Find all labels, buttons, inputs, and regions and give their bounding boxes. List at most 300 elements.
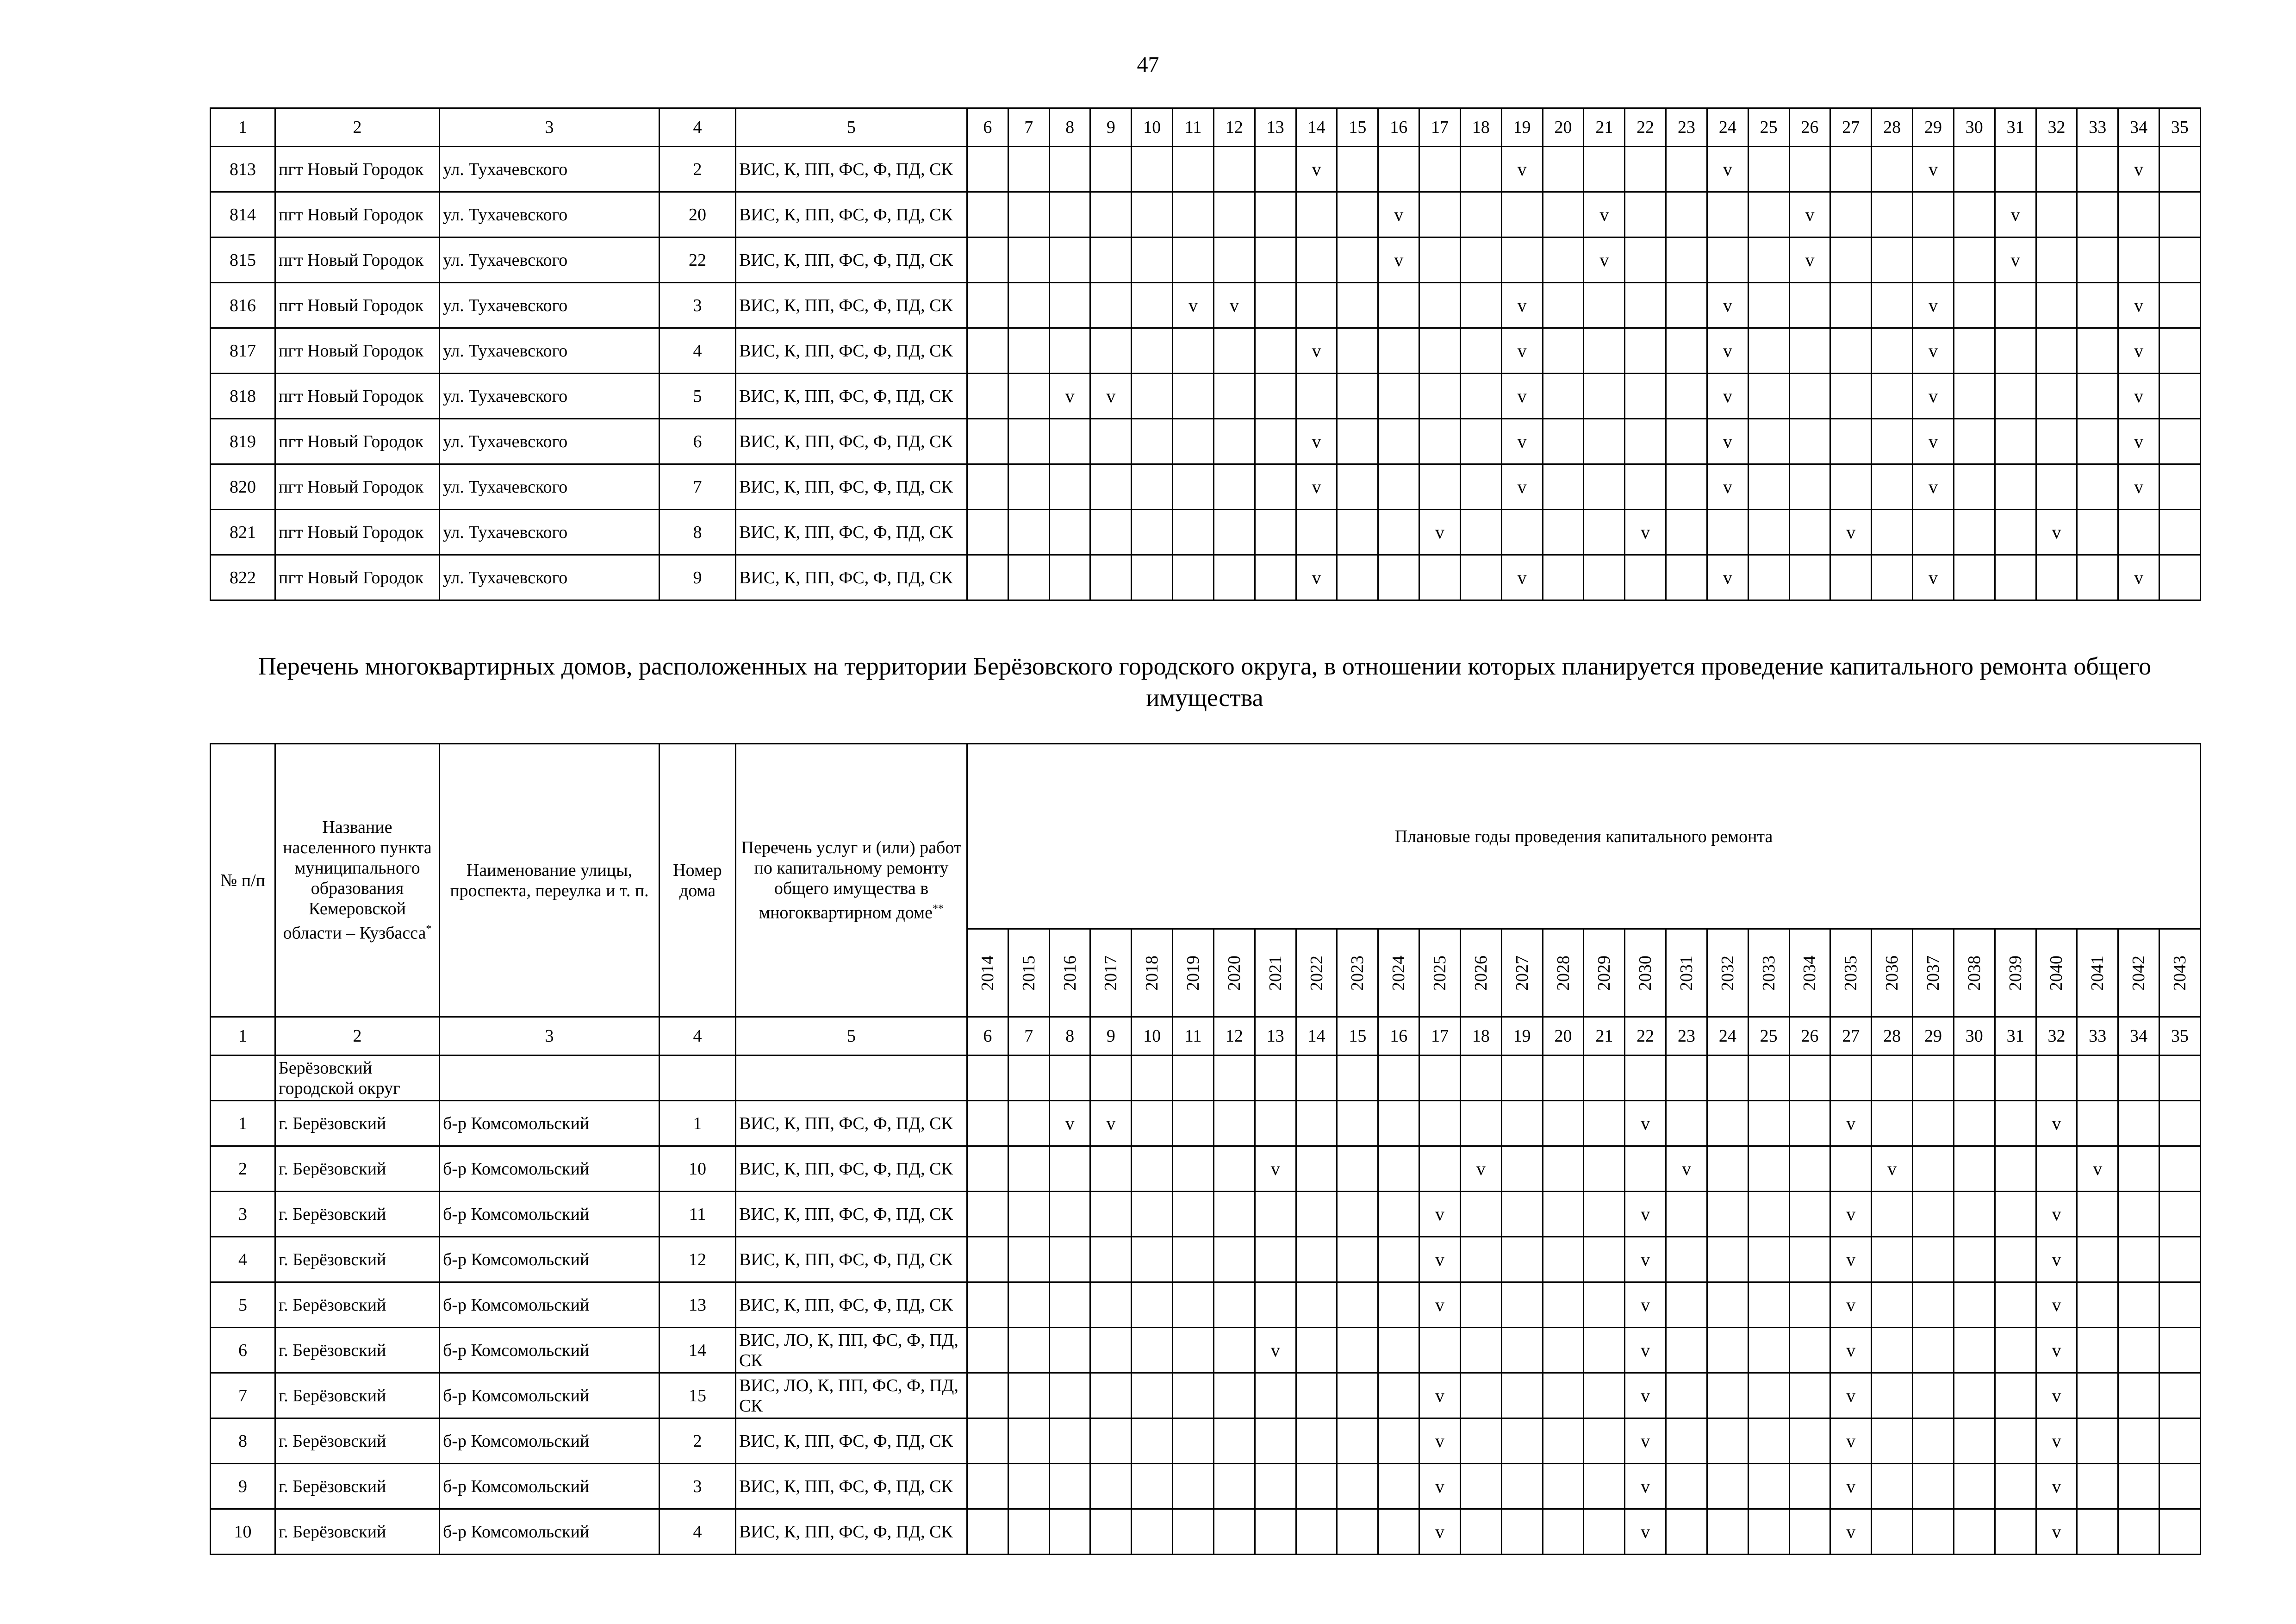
empty-cell bbox=[1378, 1373, 1419, 1418]
repair-mark: v bbox=[1707, 374, 1748, 419]
house-number: 4 bbox=[660, 328, 736, 374]
empty-cell bbox=[1460, 374, 1501, 419]
repair-mark: v bbox=[1296, 147, 1337, 192]
empty-cell bbox=[1173, 192, 1214, 237]
column-number: 3 bbox=[440, 108, 660, 147]
empty-cell bbox=[2077, 283, 2118, 328]
empty-cell bbox=[2118, 1146, 2159, 1192]
empty-cell bbox=[1789, 1282, 1830, 1328]
empty-cell bbox=[1748, 1146, 1789, 1192]
repair-mark: v bbox=[1213, 283, 1255, 328]
row-number: 6 bbox=[211, 1328, 275, 1373]
empty-cell bbox=[1501, 1509, 1543, 1555]
house-number: 2 bbox=[660, 1418, 736, 1464]
empty-cell bbox=[1008, 374, 1049, 419]
services-list: ВИС, К, ПП, ФС, Ф, ПД, СК bbox=[736, 1101, 967, 1146]
empty-cell bbox=[1543, 1418, 1584, 1464]
empty-cell bbox=[1625, 1146, 1666, 1192]
empty-cell bbox=[1008, 328, 1049, 374]
empty-cell bbox=[1707, 1282, 1748, 1328]
year-label: 2019 bbox=[1183, 955, 1203, 991]
year-header bbox=[2077, 929, 2118, 1017]
empty-cell bbox=[1748, 1282, 1789, 1328]
empty-cell bbox=[1378, 464, 1419, 510]
column-number: 29 bbox=[1913, 108, 1954, 147]
header-services: Перечень услуг и (или) работ по капитальному ремонту общего имущества в многоквартирном доме** bbox=[736, 744, 967, 1017]
empty-cell bbox=[2077, 147, 2118, 192]
empty-cell bbox=[1954, 237, 1995, 283]
year-header bbox=[1666, 929, 1707, 1017]
empty-cell bbox=[1995, 1101, 2036, 1146]
repair-mark: v bbox=[1584, 237, 1625, 283]
column-number: 11 bbox=[1173, 1017, 1214, 1056]
empty-cell bbox=[1913, 510, 1954, 555]
empty-cell bbox=[967, 237, 1008, 283]
empty-cell bbox=[1296, 192, 1337, 237]
empty-cell bbox=[1584, 283, 1625, 328]
empty-cell bbox=[2118, 237, 2159, 283]
empty-cell bbox=[1255, 1509, 1296, 1555]
empty-cell bbox=[1748, 1328, 1789, 1373]
empty-cell bbox=[967, 1464, 1008, 1509]
empty-cell bbox=[1213, 1418, 1255, 1464]
empty-cell bbox=[967, 510, 1008, 555]
empty-cell bbox=[1789, 1373, 1830, 1418]
empty-cell bbox=[1501, 1328, 1543, 1373]
empty-cell bbox=[1255, 1237, 1296, 1282]
empty-cell bbox=[1872, 283, 1913, 328]
repair-mark: v bbox=[2036, 1464, 2077, 1509]
empty-cell bbox=[1296, 1464, 1337, 1509]
empty-cell bbox=[1584, 1192, 1625, 1237]
empty-cell bbox=[1913, 1056, 1954, 1101]
empty-cell bbox=[1707, 1192, 1748, 1237]
empty-cell bbox=[2118, 1282, 2159, 1328]
row-number: 816 bbox=[211, 283, 275, 328]
empty-cell bbox=[1913, 1509, 1954, 1555]
empty-cell bbox=[1830, 237, 1872, 283]
empty-cell bbox=[1543, 192, 1584, 237]
empty-cell bbox=[1666, 464, 1707, 510]
repair-mark: v bbox=[1625, 1464, 1666, 1509]
services-list: ВИС, К, ПП, ФС, Ф, ПД, СК bbox=[736, 510, 967, 555]
empty-cell bbox=[1255, 147, 1296, 192]
empty-cell bbox=[1954, 1146, 1995, 1192]
empty-cell bbox=[1008, 1328, 1049, 1373]
street-name: ул. Тухачевского bbox=[440, 328, 660, 374]
column-number: 20 bbox=[1543, 1017, 1584, 1056]
year-header bbox=[1296, 929, 1337, 1017]
settlement-name: г. Берёзовский bbox=[275, 1418, 440, 1464]
column-number: 8 bbox=[1049, 1017, 1090, 1056]
empty-cell bbox=[1049, 1509, 1090, 1555]
street-name: б-р Комсомольский bbox=[440, 1464, 660, 1509]
column-number: 2 bbox=[275, 108, 440, 147]
empty-cell bbox=[1378, 1056, 1419, 1101]
empty-cell bbox=[1666, 1237, 1707, 1282]
empty-cell bbox=[1378, 1418, 1419, 1464]
column-number: 6 bbox=[967, 1017, 1008, 1056]
empty-cell bbox=[2159, 1282, 2201, 1328]
empty-cell bbox=[1008, 1056, 1049, 1101]
year-label: 2031 bbox=[1676, 955, 1696, 991]
empty-cell bbox=[1419, 237, 1461, 283]
column-number: 25 bbox=[1748, 1017, 1789, 1056]
empty-cell bbox=[1543, 237, 1584, 283]
empty-cell bbox=[1913, 1464, 1954, 1509]
empty-cell bbox=[1913, 1418, 1954, 1464]
empty-cell bbox=[1872, 374, 1913, 419]
empty-cell bbox=[1954, 1328, 1995, 1373]
settlement-name: пгт Новый Городок bbox=[275, 374, 440, 419]
empty-cell bbox=[1995, 1464, 2036, 1509]
empty-cell bbox=[1008, 1464, 1049, 1509]
empty-cell bbox=[1049, 419, 1090, 464]
empty-cell bbox=[1707, 1101, 1748, 1146]
empty-cell bbox=[2036, 374, 2077, 419]
empty-cell bbox=[1543, 1101, 1584, 1146]
page-number: 47 bbox=[1137, 52, 1159, 77]
empty-cell bbox=[1625, 328, 1666, 374]
street-name: ул. Тухачевского bbox=[440, 419, 660, 464]
repair-mark: v bbox=[1501, 555, 1543, 600]
empty-cell bbox=[1173, 1237, 1214, 1282]
empty-cell bbox=[1789, 1464, 1830, 1509]
empty-cell bbox=[1748, 192, 1789, 237]
empty-cell bbox=[1337, 1192, 1378, 1237]
empty-cell bbox=[1995, 1328, 2036, 1373]
row-number: 5 bbox=[211, 1282, 275, 1328]
empty-cell bbox=[1584, 147, 1625, 192]
empty-cell bbox=[1501, 1192, 1543, 1237]
empty-cell bbox=[1090, 1056, 1132, 1101]
year-header bbox=[1995, 929, 2036, 1017]
column-number: 19 bbox=[1501, 1017, 1543, 1056]
empty-cell bbox=[2036, 237, 2077, 283]
repair-mark: v bbox=[1707, 328, 1748, 374]
empty-cell bbox=[1789, 419, 1830, 464]
repair-mark: v bbox=[1830, 1509, 1872, 1555]
empty-cell bbox=[1501, 1373, 1543, 1418]
empty-cell bbox=[1666, 555, 1707, 600]
empty-cell bbox=[1132, 510, 1173, 555]
header-street: Наименование улицы, проспекта, переулка и т. п. bbox=[440, 744, 660, 1017]
empty-cell bbox=[1378, 374, 1419, 419]
repair-mark: v bbox=[1419, 1418, 1461, 1464]
empty-cell bbox=[967, 283, 1008, 328]
services-list: ВИС, К, ПП, ФС, Ф, ПД, СК bbox=[736, 419, 967, 464]
empty-cell bbox=[1173, 1056, 1214, 1101]
empty-cell bbox=[1049, 283, 1090, 328]
empty-cell bbox=[1584, 419, 1625, 464]
empty-cell bbox=[2118, 1328, 2159, 1373]
empty-cell bbox=[2077, 192, 2118, 237]
column-number: 28 bbox=[1872, 1017, 1913, 1056]
empty-cell bbox=[1913, 1192, 1954, 1237]
empty-cell bbox=[1132, 1328, 1173, 1373]
empty-cell bbox=[1213, 1373, 1255, 1418]
repair-mark: v bbox=[2036, 510, 2077, 555]
empty-cell bbox=[2077, 237, 2118, 283]
year-label: 2017 bbox=[1101, 955, 1121, 991]
empty-cell bbox=[1378, 1328, 1419, 1373]
empty-cell bbox=[2077, 1328, 2118, 1373]
empty-cell bbox=[1584, 328, 1625, 374]
empty-cell bbox=[1173, 1328, 1214, 1373]
repair-mark: v bbox=[1789, 192, 1830, 237]
empty-cell bbox=[1008, 510, 1049, 555]
table-row bbox=[211, 1509, 2201, 1555]
empty-cell bbox=[1049, 1328, 1090, 1373]
empty-cell bbox=[1830, 192, 1872, 237]
repair-mark: v bbox=[1419, 1509, 1461, 1555]
empty-cell bbox=[1872, 1056, 1913, 1101]
empty-cell bbox=[1748, 328, 1789, 374]
street-name: ул. Тухачевского bbox=[440, 147, 660, 192]
year-label: 2039 bbox=[2005, 955, 2025, 991]
services-list: ВИС, К, ПП, ФС, Ф, ПД, СК bbox=[736, 374, 967, 419]
empty-cell bbox=[1748, 1237, 1789, 1282]
empty-cell bbox=[1789, 374, 1830, 419]
street-name: ул. Тухачевского bbox=[440, 237, 660, 283]
empty-cell bbox=[2077, 1101, 2118, 1146]
empty-cell bbox=[1872, 1509, 1913, 1555]
services-list: ВИС, К, ПП, ФС, Ф, ПД, СК bbox=[736, 1192, 967, 1237]
empty-cell bbox=[1255, 328, 1296, 374]
empty-cell bbox=[2118, 1192, 2159, 1237]
year-label: 2014 bbox=[977, 955, 997, 991]
column-number: 16 bbox=[1378, 1017, 1419, 1056]
empty-cell bbox=[1995, 555, 2036, 600]
empty-cell bbox=[1830, 464, 1872, 510]
empty-cell bbox=[1707, 192, 1748, 237]
repair-mark: v bbox=[1995, 192, 2036, 237]
empty-cell bbox=[1584, 1146, 1625, 1192]
house-number: 3 bbox=[660, 283, 736, 328]
empty-cell bbox=[1913, 1101, 1954, 1146]
empty-cell bbox=[1049, 1192, 1090, 1237]
services-list: ВИС, К, ПП, ФС, Ф, ПД, СК bbox=[736, 192, 967, 237]
empty-cell bbox=[967, 464, 1008, 510]
empty-cell bbox=[1132, 1101, 1173, 1146]
empty-cell bbox=[1090, 1192, 1132, 1237]
year-label: 2027 bbox=[1512, 955, 1532, 991]
row-number: 819 bbox=[211, 419, 275, 464]
empty-cell bbox=[2036, 419, 2077, 464]
empty-cell bbox=[2159, 1237, 2201, 1282]
empty-cell bbox=[1501, 1282, 1543, 1328]
empty-cell bbox=[1543, 147, 1584, 192]
repair-mark: v bbox=[1830, 1282, 1872, 1328]
column-number: 35 bbox=[2159, 108, 2201, 147]
empty-cell bbox=[1213, 419, 1255, 464]
column-number: 33 bbox=[2077, 108, 2118, 147]
empty-cell bbox=[1378, 1192, 1419, 1237]
house-number: 10 bbox=[660, 1146, 736, 1192]
repair-mark: v bbox=[1296, 328, 1337, 374]
empty-cell bbox=[2159, 1146, 2201, 1192]
empty-cell bbox=[1954, 1101, 1995, 1146]
repair-mark: v bbox=[1830, 1464, 1872, 1509]
column-number: 14 bbox=[1296, 108, 1337, 147]
empty-cell bbox=[1419, 1101, 1461, 1146]
row-number: 7 bbox=[211, 1373, 275, 1418]
empty-cell bbox=[1213, 464, 1255, 510]
year-label: 2043 bbox=[2170, 955, 2190, 991]
repair-mark: v bbox=[1913, 147, 1954, 192]
year-label: 2028 bbox=[1553, 955, 1573, 991]
empty-cell bbox=[1337, 1101, 1378, 1146]
empty-cell bbox=[1954, 283, 1995, 328]
table-row bbox=[211, 419, 2201, 464]
empty-cell bbox=[1049, 1418, 1090, 1464]
empty-cell bbox=[1830, 419, 1872, 464]
empty-cell bbox=[1337, 1237, 1378, 1282]
year-label: 2036 bbox=[1882, 955, 1902, 991]
column-number: 13 bbox=[1255, 1017, 1296, 1056]
empty-cell bbox=[1132, 1509, 1173, 1555]
row-number: 4 bbox=[211, 1237, 275, 1282]
repair-mark: v bbox=[1501, 374, 1543, 419]
column-number: 30 bbox=[1954, 1017, 1995, 1056]
empty-cell bbox=[1213, 374, 1255, 419]
empty-cell bbox=[2159, 283, 2201, 328]
empty-cell bbox=[1954, 1464, 1995, 1509]
empty-cell bbox=[1132, 419, 1173, 464]
empty-cell bbox=[1008, 1509, 1049, 1555]
empty-cell bbox=[2077, 1464, 2118, 1509]
repair-mark: v bbox=[1419, 510, 1461, 555]
empty-cell bbox=[2036, 328, 2077, 374]
empty-cell bbox=[2077, 1418, 2118, 1464]
empty-cell bbox=[1666, 192, 1707, 237]
year-header bbox=[1419, 929, 1461, 1017]
settlement-name: г. Берёзовский bbox=[275, 1101, 440, 1146]
empty-cell bbox=[1954, 555, 1995, 600]
empty-cell bbox=[1173, 147, 1214, 192]
empty-cell bbox=[1008, 237, 1049, 283]
repair-mark: v bbox=[2118, 283, 2159, 328]
house-number: 14 bbox=[660, 1328, 736, 1373]
year-label: 2041 bbox=[2088, 955, 2108, 991]
empty-cell bbox=[1049, 192, 1090, 237]
empty-cell bbox=[1255, 419, 1296, 464]
empty-cell bbox=[440, 1056, 660, 1101]
empty-cell bbox=[1173, 1464, 1214, 1509]
row-number: 10 bbox=[211, 1509, 275, 1555]
column-number: 4 bbox=[660, 108, 736, 147]
empty-cell bbox=[1830, 1056, 1872, 1101]
empty-cell bbox=[1337, 147, 1378, 192]
column-number: 17 bbox=[1419, 1017, 1461, 1056]
repair-mark: v bbox=[1830, 1418, 1872, 1464]
empty-cell bbox=[1543, 1282, 1584, 1328]
empty-cell bbox=[1008, 1146, 1049, 1192]
group-row bbox=[211, 1056, 2201, 1101]
empty-cell bbox=[2118, 192, 2159, 237]
empty-cell bbox=[1666, 237, 1707, 283]
empty-cell bbox=[1460, 1418, 1501, 1464]
house-number: 9 bbox=[660, 555, 736, 600]
year-header bbox=[1707, 929, 1748, 1017]
empty-cell bbox=[1049, 510, 1090, 555]
services-list: ВИС, К, ПП, ФС, Ф, ПД, СК bbox=[736, 283, 967, 328]
empty-cell bbox=[1625, 374, 1666, 419]
empty-cell bbox=[1789, 1418, 1830, 1464]
services-list: ВИС, К, ПП, ФС, Ф, ПД, СК bbox=[736, 1464, 967, 1509]
empty-cell bbox=[1255, 283, 1296, 328]
empty-cell bbox=[1666, 328, 1707, 374]
empty-cell bbox=[1419, 555, 1461, 600]
empty-cell bbox=[2159, 1056, 2201, 1101]
empty-cell bbox=[1789, 555, 1830, 600]
empty-cell bbox=[1748, 1418, 1789, 1464]
empty-cell bbox=[1460, 419, 1501, 464]
empty-cell bbox=[1213, 328, 1255, 374]
empty-cell bbox=[1419, 192, 1461, 237]
street-name: б-р Комсомольский bbox=[440, 1418, 660, 1464]
table-row bbox=[211, 1464, 2201, 1509]
header-number: № п/п bbox=[211, 744, 275, 1017]
empty-cell bbox=[1748, 237, 1789, 283]
empty-cell bbox=[1337, 283, 1378, 328]
empty-cell bbox=[1954, 1282, 1995, 1328]
column-number: 10 bbox=[1132, 1017, 1173, 1056]
column-number: 32 bbox=[2036, 1017, 2077, 1056]
settlement-name: пгт Новый Городок bbox=[275, 237, 440, 283]
empty-cell bbox=[1213, 1237, 1255, 1282]
empty-cell bbox=[1460, 1056, 1501, 1101]
empty-cell bbox=[1789, 328, 1830, 374]
repair-mark: v bbox=[1255, 1146, 1296, 1192]
house-number: 15 bbox=[660, 1373, 736, 1418]
empty-cell bbox=[1501, 1464, 1543, 1509]
empty-cell bbox=[2159, 1101, 2201, 1146]
empty-cell bbox=[1954, 328, 1995, 374]
column-number: 26 bbox=[1789, 1017, 1830, 1056]
empty-cell bbox=[1954, 1418, 1995, 1464]
empty-cell bbox=[1625, 237, 1666, 283]
empty-cell bbox=[1543, 1328, 1584, 1373]
empty-cell bbox=[1625, 1056, 1666, 1101]
section-title: Перечень многоквартирных домов, расположенных на территории Берёзовского городского округа, в отношении которых планируется проведение капитального ремонта общего имущества bbox=[258, 652, 2152, 712]
repair-mark: v bbox=[1666, 1146, 1707, 1192]
empty-cell bbox=[1501, 1418, 1543, 1464]
year-label: 2021 bbox=[1265, 955, 1285, 991]
empty-cell bbox=[1748, 1373, 1789, 1418]
year-header bbox=[1748, 929, 1789, 1017]
empty-cell bbox=[1296, 1146, 1337, 1192]
year-header bbox=[2036, 929, 2077, 1017]
column-number: 13 bbox=[1255, 108, 1296, 147]
empty-cell bbox=[2077, 328, 2118, 374]
empty-cell bbox=[1173, 419, 1214, 464]
empty-cell bbox=[1501, 192, 1543, 237]
repair-mark: v bbox=[1625, 1192, 1666, 1237]
column-number: 10 bbox=[1132, 108, 1173, 147]
year-header bbox=[1789, 929, 1830, 1017]
empty-cell bbox=[2159, 1418, 2201, 1464]
empty-cell bbox=[2159, 419, 2201, 464]
empty-cell bbox=[1872, 1464, 1913, 1509]
empty-cell bbox=[1296, 1056, 1337, 1101]
empty-cell bbox=[1872, 1101, 1913, 1146]
empty-cell bbox=[1707, 1328, 1748, 1373]
year-header bbox=[1213, 929, 1255, 1017]
empty-cell bbox=[1173, 1373, 1214, 1418]
services-list: ВИС, К, ПП, ФС, Ф, ПД, СК bbox=[736, 1509, 967, 1555]
column-number: 9 bbox=[1090, 1017, 1132, 1056]
